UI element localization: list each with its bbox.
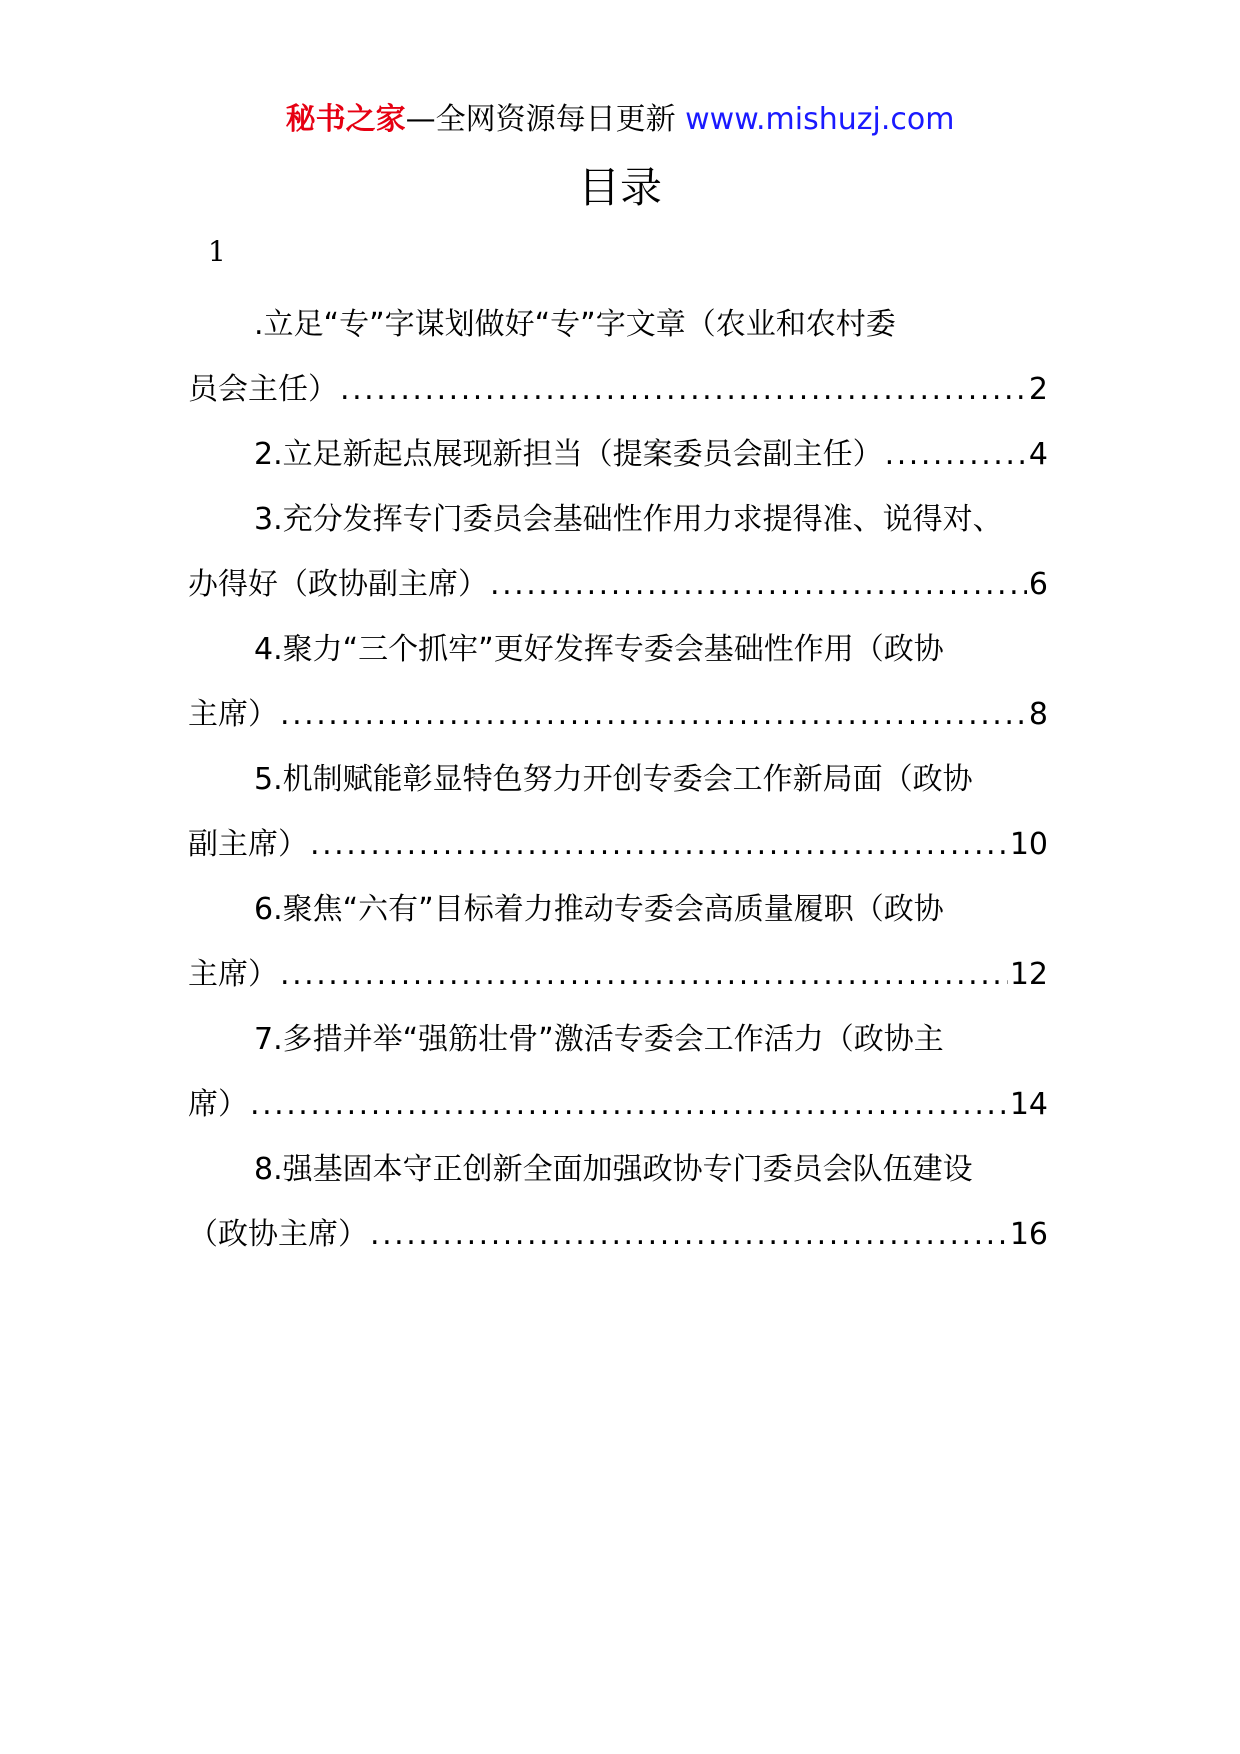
toc-page-number: 2 — [1028, 372, 1048, 407]
brand-name: 秘书之家 — [285, 102, 406, 137]
toc-entry-title-line — [188, 877, 1048, 942]
toc-page-number: 14 — [1009, 1087, 1048, 1122]
toc-page-number: 4 — [1028, 437, 1048, 472]
page-title: 目录 — [577, 163, 662, 212]
toc-entry-title: 5.机制赋能彰显特色努力开创专委会工作新局面（政协 — [254, 762, 973, 797]
toc-entry-8[interactable] — [188, 1137, 1048, 1267]
dot-leader — [280, 942, 1008, 1007]
toc-entry-5[interactable] — [188, 747, 1048, 877]
toc-entry-tail-line — [188, 1072, 1048, 1137]
toc-entry-tail-line — [188, 357, 1048, 422]
toc-page-number: 6 — [1028, 567, 1048, 602]
site-url[interactable]: www.mishuzj.com — [685, 102, 955, 137]
toc-entry-title: 4.聚力“三个抓牢”更好发挥专委会基础性作用（政协 — [254, 632, 944, 667]
toc-entry-title: 6.聚焦“六有”目标着力推动专委会高质量履职（政协 — [254, 892, 944, 927]
toc-entry-title: 3.充分发挥专门委员会基础性作用力求提得准、说得对、 — [254, 502, 1003, 537]
toc-page-number: 8 — [1028, 697, 1048, 732]
toc-entry-title: 8.强基固本守正创新全面加强政协专门委员会队伍建设 — [254, 1152, 973, 1187]
dot-leader — [885, 422, 1027, 487]
toc-entry-title-continued: 副主席） — [188, 827, 308, 862]
dot-leader — [340, 357, 1027, 422]
toc-entry-title-line — [188, 1007, 1048, 1072]
toc-page-number: 16 — [1009, 1217, 1048, 1252]
dot-leader — [310, 812, 1008, 877]
toc-entry-2[interactable] — [188, 422, 1048, 487]
toc-page-number: 10 — [1009, 827, 1048, 862]
toc-entry-tail-line — [188, 942, 1048, 1007]
toc-entry-tail-line — [188, 552, 1048, 617]
toc-entry-title-continued: 员会主任） — [188, 372, 338, 407]
toc-entry-title-continued: 主席） — [188, 697, 278, 732]
toc-entry-title-continued: （政协主席） — [188, 1217, 368, 1252]
toc-entry-title: 7.多措并举“强筋壮骨”激活专委会工作活力（政协主 — [254, 1022, 944, 1057]
toc-entry-title-line — [188, 487, 1048, 552]
table-of-contents — [188, 292, 1048, 1267]
toc-entry-title-line — [188, 747, 1048, 812]
site-header — [0, 100, 1240, 140]
toc-entry-tail-line — [188, 1202, 1048, 1267]
toc-entry-title-continued: 席） — [188, 1087, 248, 1122]
toc-entry-6[interactable] — [188, 877, 1048, 1007]
toc-entry-tail-line — [188, 422, 1048, 487]
site-slogan: —全网资源每日更新 — [405, 102, 676, 137]
toc-entry-3[interactable] — [188, 487, 1048, 617]
toc-entry-title-line — [188, 292, 1048, 357]
toc-entry-title-continued: 办得好（政协副主席） — [188, 567, 488, 602]
dot-leader — [250, 1072, 1008, 1137]
dot-leader — [490, 552, 1027, 617]
toc-entry-title: .立足“专”字谋划做好“专”字文章（农业和农村委 — [254, 307, 896, 342]
toc-entry-title: 2.立足新起点展现新担当（提案委员会副主任） — [254, 437, 883, 472]
page-number-marker: 1 — [208, 235, 226, 268]
toc-entry-title-line — [188, 1137, 1048, 1202]
toc-entry-7[interactable] — [188, 1007, 1048, 1137]
dot-leader — [280, 682, 1027, 747]
toc-entry-tail-line — [188, 812, 1048, 877]
toc-entry-1[interactable] — [188, 292, 1048, 422]
dot-leader — [370, 1202, 1008, 1267]
toc-page-number: 12 — [1009, 957, 1048, 992]
toc-entry-title-continued: 主席） — [188, 957, 278, 992]
toc-entry-4[interactable] — [188, 617, 1048, 747]
toc-entry-title-line — [188, 617, 1048, 682]
toc-entry-tail-line — [188, 682, 1048, 747]
